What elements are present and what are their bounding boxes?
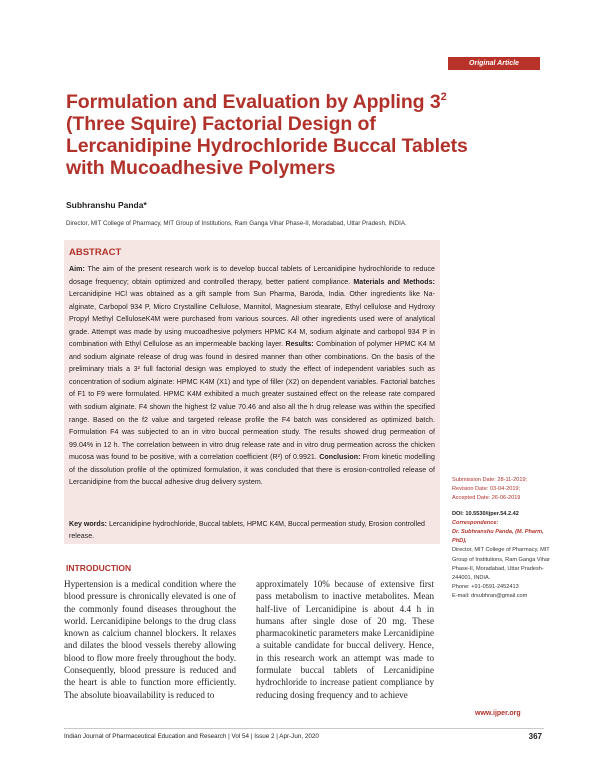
- correspondence-address: Director, MIT College of Pharmacy, MIT Group of Institutions, Ram Ganga Vihar Phase-II, Moradabad, Uttar Pradesh-244001, INDIA.: [452, 547, 550, 582]
- correspondence-name: Dr. Subhranshu Panda, (M. Pharm, PhD),: [452, 529, 544, 545]
- abstract-heading: ABSTRACT: [69, 247, 122, 258]
- journal-footer: Indian Journal of Pharmaceutical Education and Research | Vol 54 | Issue 2 | Apr-Jun, 2020: [64, 733, 319, 740]
- materials-methods-text: Lercanidipine HCl was obtained as a gift sample from Sun Pharma, Baroda, India. Other ingredients like Na-alginate, Carbopol 934 P, Micro Crystalline Cellulose, Mannitol, Magnesium stearate, Ethyl cellulose and Hydroxy Propyl Methyl CelluloseK4M were purchased from various sources. All other ingredients used were of analytical grade. Attempt was made by using mucoadhesive polymers HPMC K4 M, sodium alginate and carbopol 934 P in combination with Ethyl Cellulose as an impermeable backing layer.: [69, 291, 435, 349]
- revision-date: Revision Date: 03-04-2019;: [452, 486, 521, 493]
- doi-link[interactable]: DOI: 10.5530/ijper.54.2.42: [452, 510, 519, 517]
- introduction-column-1: Hypertension is a medical condition where the blood pressure is chronically elevated is one of the commonly found diseases throughout the world. Lercanidipine belongs to the drug class known as calcium channel blockers. It relaxes and dilates the blood vessels thereby allowing blood to flow more freely throughout the body. Consequently, blood pressure is reduced and the heart is able to function more efficiently. The absolute bioavailability is reduced to: [64, 579, 236, 700]
- conclusion-label: Conclusion:: [319, 454, 361, 462]
- page-number: 367: [528, 732, 542, 741]
- submission-date: Submission Date: 28-11-2019;: [452, 477, 528, 483]
- conclusion-text: From kinetic modelling of the dissolution profile of the optimized formulation, it was concluded that there is erosion-controlled release of Lercanidipine from the buccal adhesive drug delivery system.: [69, 454, 435, 487]
- aim-label: Aim:: [69, 266, 85, 273]
- materials-methods-label: Materials and Methods:: [353, 278, 435, 286]
- paper-title: [66, 86, 506, 179]
- article-info-sidebar: [452, 476, 552, 602]
- correspondence-phone: Phone: +91-0591-2452413: [452, 584, 519, 591]
- abstract-text: [69, 264, 435, 490]
- introduction-heading: INTRODUCTION: [66, 563, 132, 573]
- aim-text: The aim of the present research work is to develop buccal tablets of Lercanidipine hydrochloride to reduce dosage frequency; obtain optimized and controlled therapy, better patient compliance.: [69, 266, 435, 286]
- title-superscript: 2: [440, 91, 447, 103]
- author-affiliation: Director, MIT College of Pharmacy, MIT Group of Institutions, Ram Ganga Vihar Phase-II, Moradabad, Uttar Pradesh, INDIA.: [66, 220, 407, 227]
- accepted-date: Accepted Date: 26-06-2019: [452, 495, 521, 502]
- results-text: Combination of polymer HPMC K4 M and sodium alginate release of drug was found in desired manner than other combinations. On the basis of the preliminary trials a 3² full factorial design was employed to study the effect of independent variables such as concentration of sodium alginate: HPMC K4M (X1) and type of filler (X2) on dependent variables. Factorial batches of F1 to F9 were formulated. HPMC K4M exhibited a much greater sustained effect on the release rate compared with sodium alginate. F4 shown the highest f2 value 70.46 and also all the h drug release was within the specified range. Based on the f2 value and targeted release profile the F4 batch was considered as optimized batch. Formulation F4 was subjected to an in vitro buccal permeation study. The results showed drug permeation of 99.04% in 12 h. The correlation between in vitro drug release rate and in vitro drug permeation across the chicken mucosa was found to be positive, with a correlation coefficient (R²) of 0.9921.: [69, 341, 436, 462]
- introduction-column-2: approximately 10% because of extensive first pass metabolism to inactive metabolites. Mean half-live of Lercanidipine is about 4.4 h in humans after single dose of 20 mg. These pharmacokinetic parameters make Lercanidipine a suitable candidate for buccal delivery. Hence, in this research work an attempt was made to formulate buccal tablets of Lercanidipine hydrochloride to increase patient compliance by reducing dosing frequency and to achieve: [256, 579, 434, 700]
- author-name: Subhranshu Panda*: [66, 200, 147, 210]
- title-rest: (Three Squire) Factorial Design of Lercanidipine Hydrochloride Buccal Tablets with Mucoadhesive Polymers: [66, 113, 468, 179]
- results-label: Results:: [285, 341, 314, 349]
- footer-divider: [64, 728, 544, 729]
- keywords-label: Key words:: [69, 521, 107, 528]
- article-type-badge: Original Article: [448, 57, 540, 70]
- journal-website-link[interactable]: www.ijper.org: [475, 710, 521, 717]
- correspondence-heading: Correspondence:: [452, 519, 499, 526]
- title-line1: Formulation and Evaluation by Appling 3: [66, 91, 441, 113]
- keywords: [69, 519, 435, 542]
- correspondence-email[interactable]: E-mail: drsubhran@gmail.com: [452, 593, 528, 600]
- keywords-text: Lercanidipine hydrochloride, Buccal tablets, HPMC K4M, Buccal permeation study, Erosion controlled release.: [69, 521, 425, 540]
